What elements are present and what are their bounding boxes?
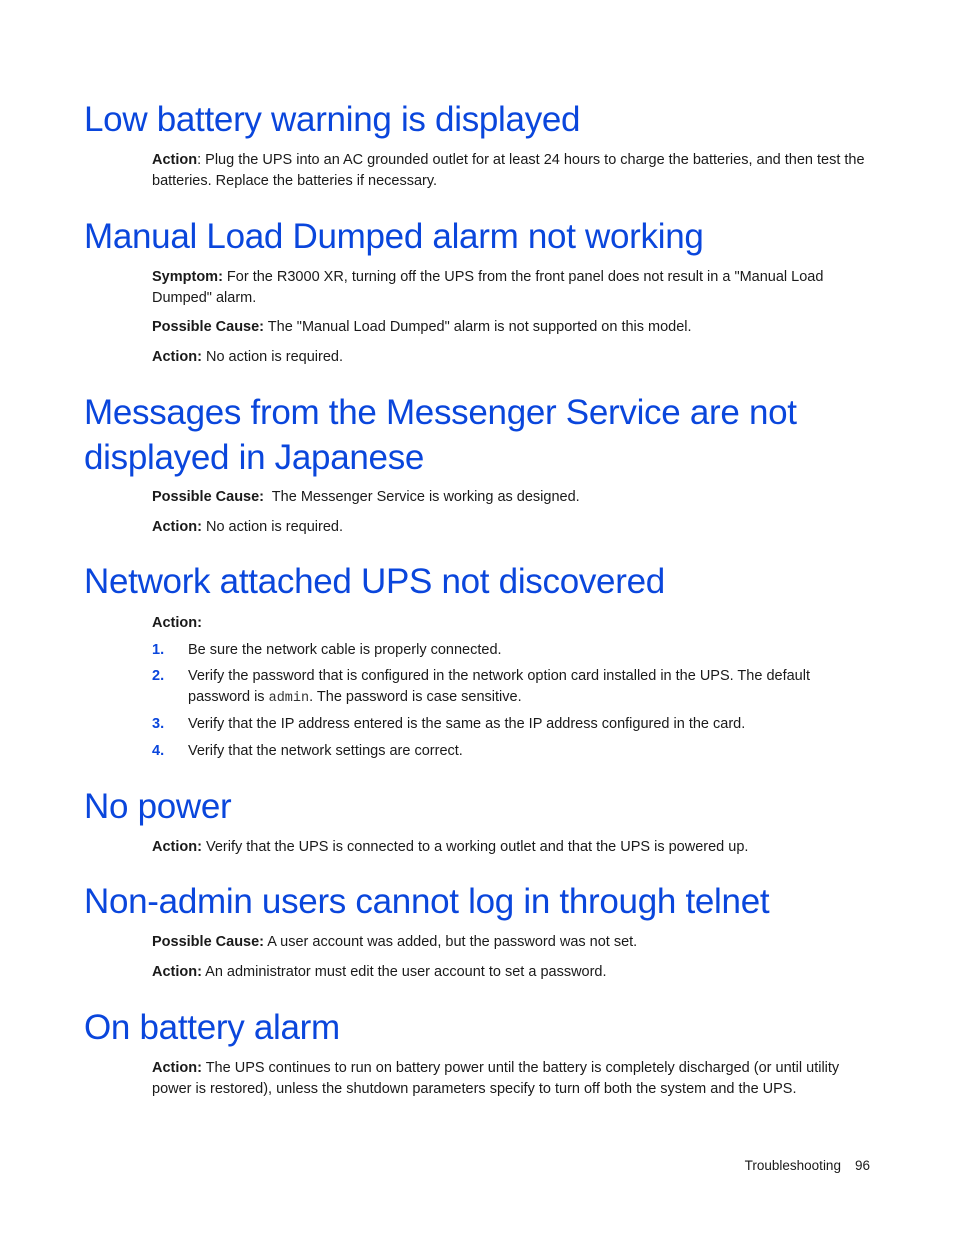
paragraph-text: : Plug the UPS into an AC grounded outlet for at least 24 hours to charge the batteries, and then test the batteries. Replace the batteries if necessary. <box>152 152 865 189</box>
paragraph-action <box>152 347 872 368</box>
label-possible-cause: Possible Cause: <box>152 319 265 335</box>
paragraph-text: A user account was added, but the password was not set. <box>264 934 638 950</box>
paragraph-text: No action is required. <box>201 519 343 535</box>
list-text: Verify that the IP address entered is the same as the IP address configured in the card. <box>188 716 746 732</box>
label-possible-cause: Possible Cause: <box>152 934 265 950</box>
label-action: Action: <box>152 839 202 855</box>
label-action: Action: <box>152 615 202 631</box>
paragraph-action <box>152 962 872 983</box>
list-text: Be sure the network cable is properly connected. <box>188 642 502 658</box>
paragraph-action <box>152 1058 872 1100</box>
paragraph-possible-cause <box>152 317 872 338</box>
list-text <box>188 666 872 709</box>
code-admin: admin <box>268 691 310 706</box>
paragraph-possible-cause <box>152 487 872 508</box>
label-action: Action: <box>152 519 202 535</box>
list-item <box>152 741 872 762</box>
paragraph-text: The UPS continues to run on battery power until the battery is completely discharged (or until utility power is restored), unless the shutdown parameters specify to turn off both the system and the UPS. <box>152 1060 840 1097</box>
label-possible-cause: Possible Cause: <box>152 489 265 505</box>
heading-low-battery: Low battery warning is displayed <box>84 100 581 139</box>
list-text-part: Verify the password that is configured in the network option card installed in the UPS. The default password is <box>188 668 810 705</box>
label-action: Action: <box>152 1060 202 1076</box>
paragraph-symptom <box>152 267 872 309</box>
paragraph-action <box>152 837 872 858</box>
heading-no-power: No power <box>84 787 232 826</box>
list-number: 2. <box>152 668 165 684</box>
heading-non-admin-telnet: Non-admin users cannot log in through telnet <box>84 882 770 921</box>
list-number: 4. <box>152 743 165 759</box>
paragraph-action <box>152 150 872 192</box>
paragraph-action <box>152 517 872 538</box>
paragraph-text: The "Manual Load Dumped" alarm is not supported on this model. <box>264 319 692 335</box>
page-number: 96 <box>854 1158 870 1173</box>
paragraph-possible-cause <box>152 932 872 953</box>
paragraph-text: Verify that the UPS is connected to a working outlet and that the UPS is powered up. <box>201 839 749 855</box>
heading-messenger-service-line2: displayed in Japanese <box>84 438 425 477</box>
label-symptom: Symptom: <box>152 269 223 285</box>
list-text-part: . The password is case sensitive. <box>309 689 522 705</box>
paragraph-text: For the R3000 XR, turning off the UPS from the front panel does not result in a "Manual Load Dumped" alarm. <box>152 269 824 306</box>
label-action: Action: <box>152 964 202 980</box>
page-footer <box>745 1158 870 1173</box>
heading-network-ups: Network attached UPS not discovered <box>84 562 665 601</box>
paragraph-text: An administrator must edit the user account to set a password. <box>201 964 607 980</box>
list-item <box>152 640 872 661</box>
list-text: Verify that the network settings are correct. <box>188 743 463 759</box>
heading-manual-load-dumped: Manual Load Dumped alarm not working <box>84 217 704 256</box>
list-item <box>152 666 872 709</box>
label-action: Action <box>152 152 198 168</box>
paragraph-text: The Messenger Service is working as designed. <box>264 489 580 505</box>
list-number: 3. <box>152 716 165 732</box>
label-action: Action: <box>152 349 202 365</box>
paragraph-text: No action is required. <box>201 349 343 365</box>
list-number: 1. <box>152 642 165 658</box>
list-item <box>152 714 872 735</box>
footer-section-title: Troubleshooting <box>744 1158 841 1173</box>
heading-messenger-service-line1: Messages from the Messenger Service are not <box>84 393 797 432</box>
heading-on-battery-alarm: On battery alarm <box>84 1008 340 1047</box>
